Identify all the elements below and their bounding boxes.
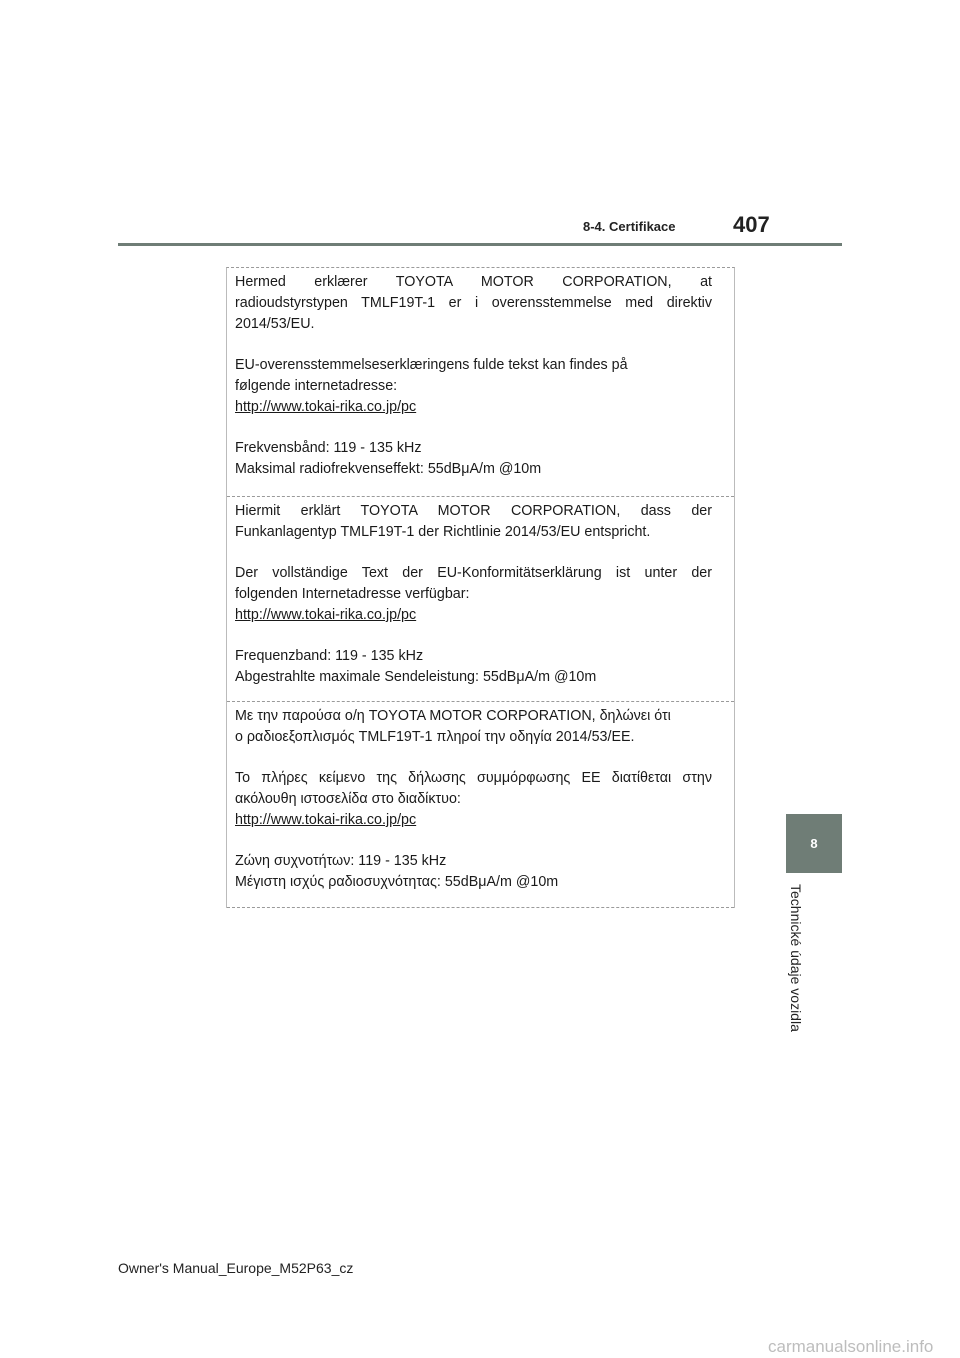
- text-line: Hermed erklærer TOYOTA MOTOR CORPORATION, at: [235, 274, 712, 290]
- declaration-danish: [227, 268, 734, 497]
- declaration-link[interactable]: http://www.tokai-rika.co.jp/pc: [235, 607, 417, 623]
- chapter-tab[interactable]: [786, 814, 842, 873]
- chapter-number: 8: [810, 836, 818, 851]
- text-line: Funkanlagentyp TMLF19T-1 der Richtlinie 2014/53/EU entspricht.: [235, 524, 651, 540]
- text-line: Maksimal radiofrekvenseffekt: 55dBμA/m @10m: [235, 461, 542, 477]
- watermark: carmanualsonline.info: [768, 1337, 934, 1356]
- text-line: ακόλουθη ιστοσελίδα στο διαδίκτυο:: [235, 791, 461, 807]
- text-line: Το πλήρες κείμενο της δήλωσης συμμόρφωσης ΕΕ διατίθεται στην: [235, 770, 712, 786]
- text-line: Frequenzband: 119 - 135 kHz: [235, 648, 424, 664]
- text-line: radioudstyrstypen TMLF19T-1 er i overensstemmelse med direktiv: [235, 295, 712, 311]
- declaration-link[interactable]: http://www.tokai-rika.co.jp/pc: [235, 399, 417, 415]
- page-number: 407: [733, 212, 770, 237]
- text-line: Ζώνη συχνοτήτων: 119 - 135 kHz: [235, 853, 447, 869]
- text-line: EU-overensstemmelseserklæringens fulde tekst kan findes på: [235, 357, 628, 373]
- text-line: ο ραδιοεξοπλισμός TMLF19T-1 πληροί την οδηγία 2014/53/ΕΕ.: [235, 729, 635, 745]
- declaration-german: [227, 497, 734, 702]
- chapter-label: Technické údaje vozidla: [788, 884, 804, 1032]
- footer-manual-id: Owner's Manual_Europe_M52P63_cz: [118, 1260, 354, 1276]
- text-line: Με την παρούσα ο/η TOYOTA MOTOR CORPORATION, δηλώνει ότι: [235, 708, 671, 724]
- text-line: Μέγιστη ισχύς ραδιοσυχνότητας: 55dBμA/m @10m: [235, 874, 559, 890]
- header-divider: [118, 243, 842, 246]
- declaration-greek: [227, 702, 734, 908]
- text-line: Hiermit erklärt TOYOTA MOTOR CORPORATION, dass der: [235, 503, 712, 519]
- declaration-link[interactable]: http://www.tokai-rika.co.jp/pc: [235, 812, 417, 828]
- text-line: 2014/53/EU.: [235, 316, 315, 332]
- section-title: 8-4. Certifikace: [583, 219, 676, 234]
- text-line: Frekvensbånd: 119 - 135 kHz: [235, 440, 422, 456]
- text-line: folgenden Internetadresse verfügbar:: [235, 586, 470, 602]
- text-line: følgende internetadresse:: [235, 378, 398, 394]
- text-line: Der vollständige Text der EU-Konformitätserklärung ist unter der: [235, 565, 712, 581]
- text-line: Abgestrahlte maximale Sendeleistung: 55dBμA/m @10m: [235, 669, 597, 685]
- certification-box: [226, 267, 735, 908]
